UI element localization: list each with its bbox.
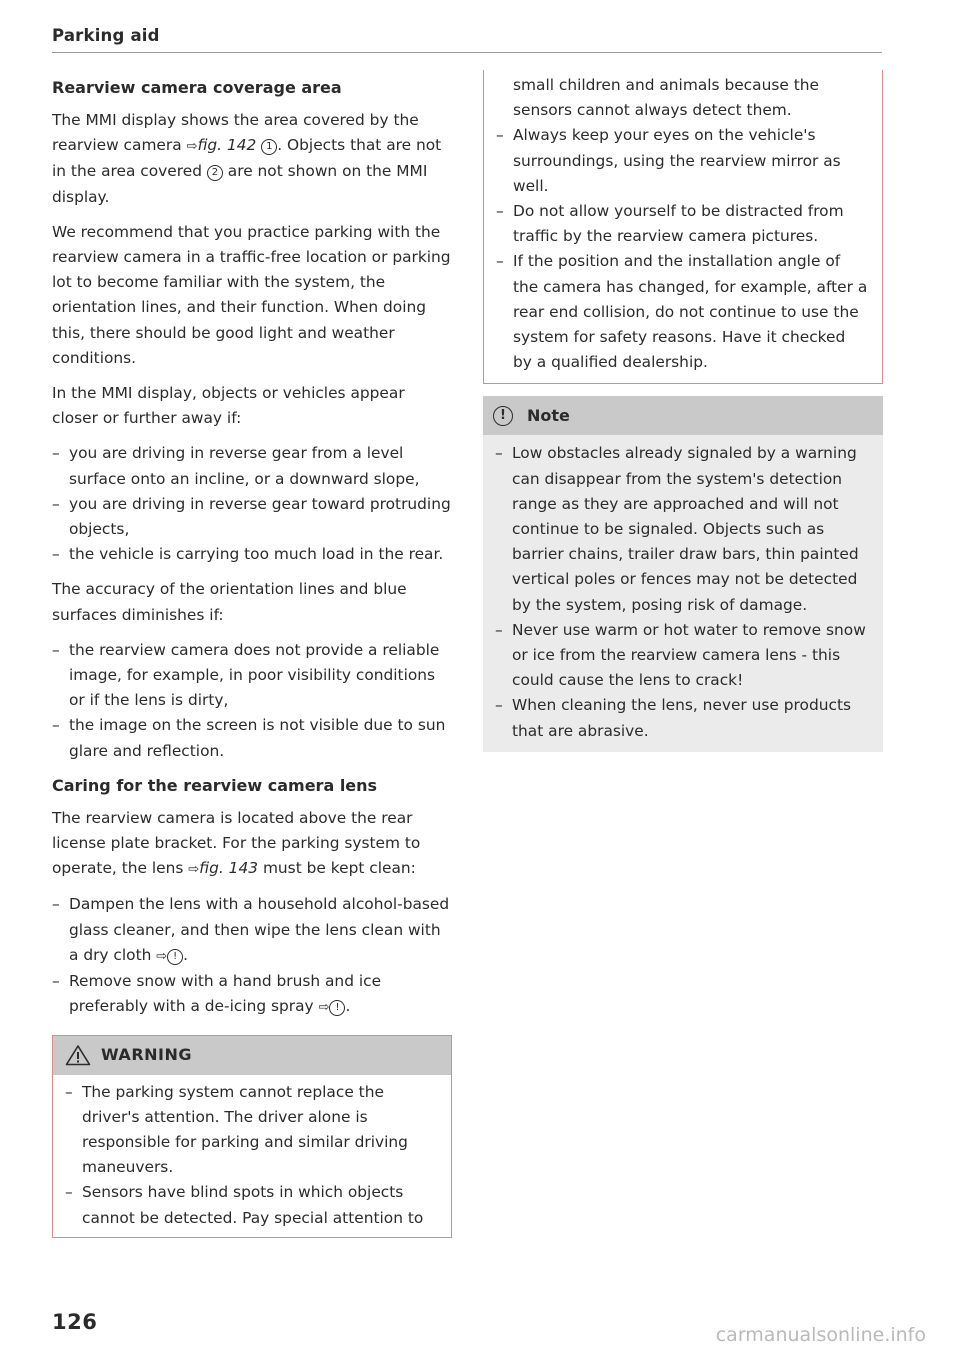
paragraph-accuracy: The accuracy of the orientation lines and blue surfaces diminishes if: <box>52 580 407 624</box>
right-column <box>483 70 883 752</box>
warning-box <box>52 1035 452 1238</box>
text: The MMI display shows the area covered by the rearview camera <box>52 111 419 155</box>
list-accuracy <box>52 638 452 764</box>
figure-reference-link[interactable]: fig. 143 <box>199 859 259 878</box>
list-item: – The parking system cannot replace the driver's attention. The driver alone is responsible for parking and similar driving maneuvers. <box>65 1080 437 1181</box>
list-item: – the vehicle is carrying too much load in the rear. <box>52 542 452 567</box>
warning-triangle-icon <box>65 1044 91 1066</box>
list-item: – the image on the screen is not visible due to sun glare and reflection. <box>52 713 452 763</box>
text: must be kept clean: <box>258 859 416 878</box>
text: Remove snow with a hand brush and ice preferably with a de-icing spray <box>69 972 382 1016</box>
arrow-right-icon: ⇨ <box>156 948 168 964</box>
caution-marker-link[interactable]: ! <box>329 1000 345 1016</box>
text: Dampen the lens with a household alcohol-based glass cleaner, and then wipe the lens clean with a dry cloth <box>69 895 450 964</box>
note-list <box>495 441 869 743</box>
list-item: – Low obstacles already signaled by a warning can disappear from the system's detection range as they are approached and will not continue to be signaled. Objects such as barrier chains, trailer draw bars, thin painted vertical poles or fences may not be detected by the system, posing risk of damage. <box>495 441 869 617</box>
page-header-title: Parking aid <box>52 26 160 45</box>
text: . <box>345 997 351 1016</box>
note-title: Note <box>527 406 570 426</box>
warning-list <box>65 1080 437 1231</box>
list-item <box>52 969 452 1020</box>
list-caring <box>52 892 452 1020</box>
warning-box-continued <box>483 70 883 384</box>
list-item: – the rearview camera does not provide a reliable image, for example, in poor visibility conditions or if the lens is dirty, <box>52 638 452 714</box>
list-item: – you are driving in reverse gear from a level surface onto an incline, or a downward slope, <box>52 441 452 491</box>
list-item: – Sensors have blind spots in which objects cannot be detected. Pay special attention to <box>65 1180 437 1230</box>
warning-continued-text: small children and animals because the sensors cannot always detect them. <box>513 76 819 120</box>
paragraph-caring <box>52 806 452 883</box>
warning-body <box>53 1075 451 1237</box>
note-header <box>483 396 883 435</box>
arrow-right-icon: ⇨ <box>318 1000 330 1016</box>
arrow-right-icon: ⇨ <box>186 139 198 155</box>
list-item: – Do not allow yourself to be distracted from traffic by the rearview camera pictures. <box>496 199 868 249</box>
figure-reference-link[interactable]: fig. 142 <box>197 136 257 155</box>
caution-marker-link[interactable]: ! <box>167 949 183 965</box>
text: are not shown on the MMI display. <box>52 162 428 206</box>
paragraph-practice: We recommend that you practice parking with the rearview camera in a traffic-free location or parking lot to become familiar with the system, the orientation lines, and their function. When doing this, there should be good light and weather conditions. <box>52 222 451 367</box>
note-box <box>483 396 883 751</box>
arrow-right-icon: ⇨ <box>188 862 200 878</box>
paragraph-coverage <box>52 108 452 210</box>
list-item <box>52 892 452 969</box>
warning-header <box>53 1036 451 1075</box>
watermark: carmanualsonline.info <box>715 1324 926 1346</box>
list-item: – When cleaning the lens, never use products that are abrasive. <box>495 693 869 743</box>
warning-list-continued <box>496 123 868 375</box>
list-item: – you are driving in reverse gear toward protruding objects, <box>52 492 452 542</box>
list-item: – Never use warm or hot water to remove snow or ice from the rearview camera lens - this could cause the lens to crack! <box>495 618 869 694</box>
note-body <box>483 435 883 751</box>
callout-marker-1: 1 <box>261 139 277 155</box>
text: . <box>183 945 189 964</box>
section-heading-coverage: Rearview camera coverage area <box>52 78 342 97</box>
list-item: – Always keep your eyes on the vehicle's surroundings, using the rearview mirror as well. <box>496 123 868 199</box>
text: . Objects that are not in the area covered <box>52 136 442 181</box>
warning-title: WARNING <box>101 1045 192 1065</box>
text: The rearview camera is located above the rear license plate bracket. For the parking system to operate, the lens <box>52 808 421 878</box>
list-appear-closer <box>52 441 452 567</box>
left-column <box>52 70 452 1238</box>
header-divider <box>52 52 882 53</box>
paragraph-appear-closer: In the MMI display, objects or vehicles appear closer or further away if: <box>52 384 405 428</box>
list-item: – If the position and the installation angle of the camera has changed, for example, after a rear end collision, do not continue to use the system for safety reasons. Have it checked by a qualified dealership. <box>496 249 868 375</box>
section-heading-caring: Caring for the rearview camera lens <box>52 775 378 795</box>
page-number: 126 <box>52 1310 98 1334</box>
note-exclamation-icon: ! <box>493 406 513 426</box>
callout-marker-2: 2 <box>207 165 223 181</box>
